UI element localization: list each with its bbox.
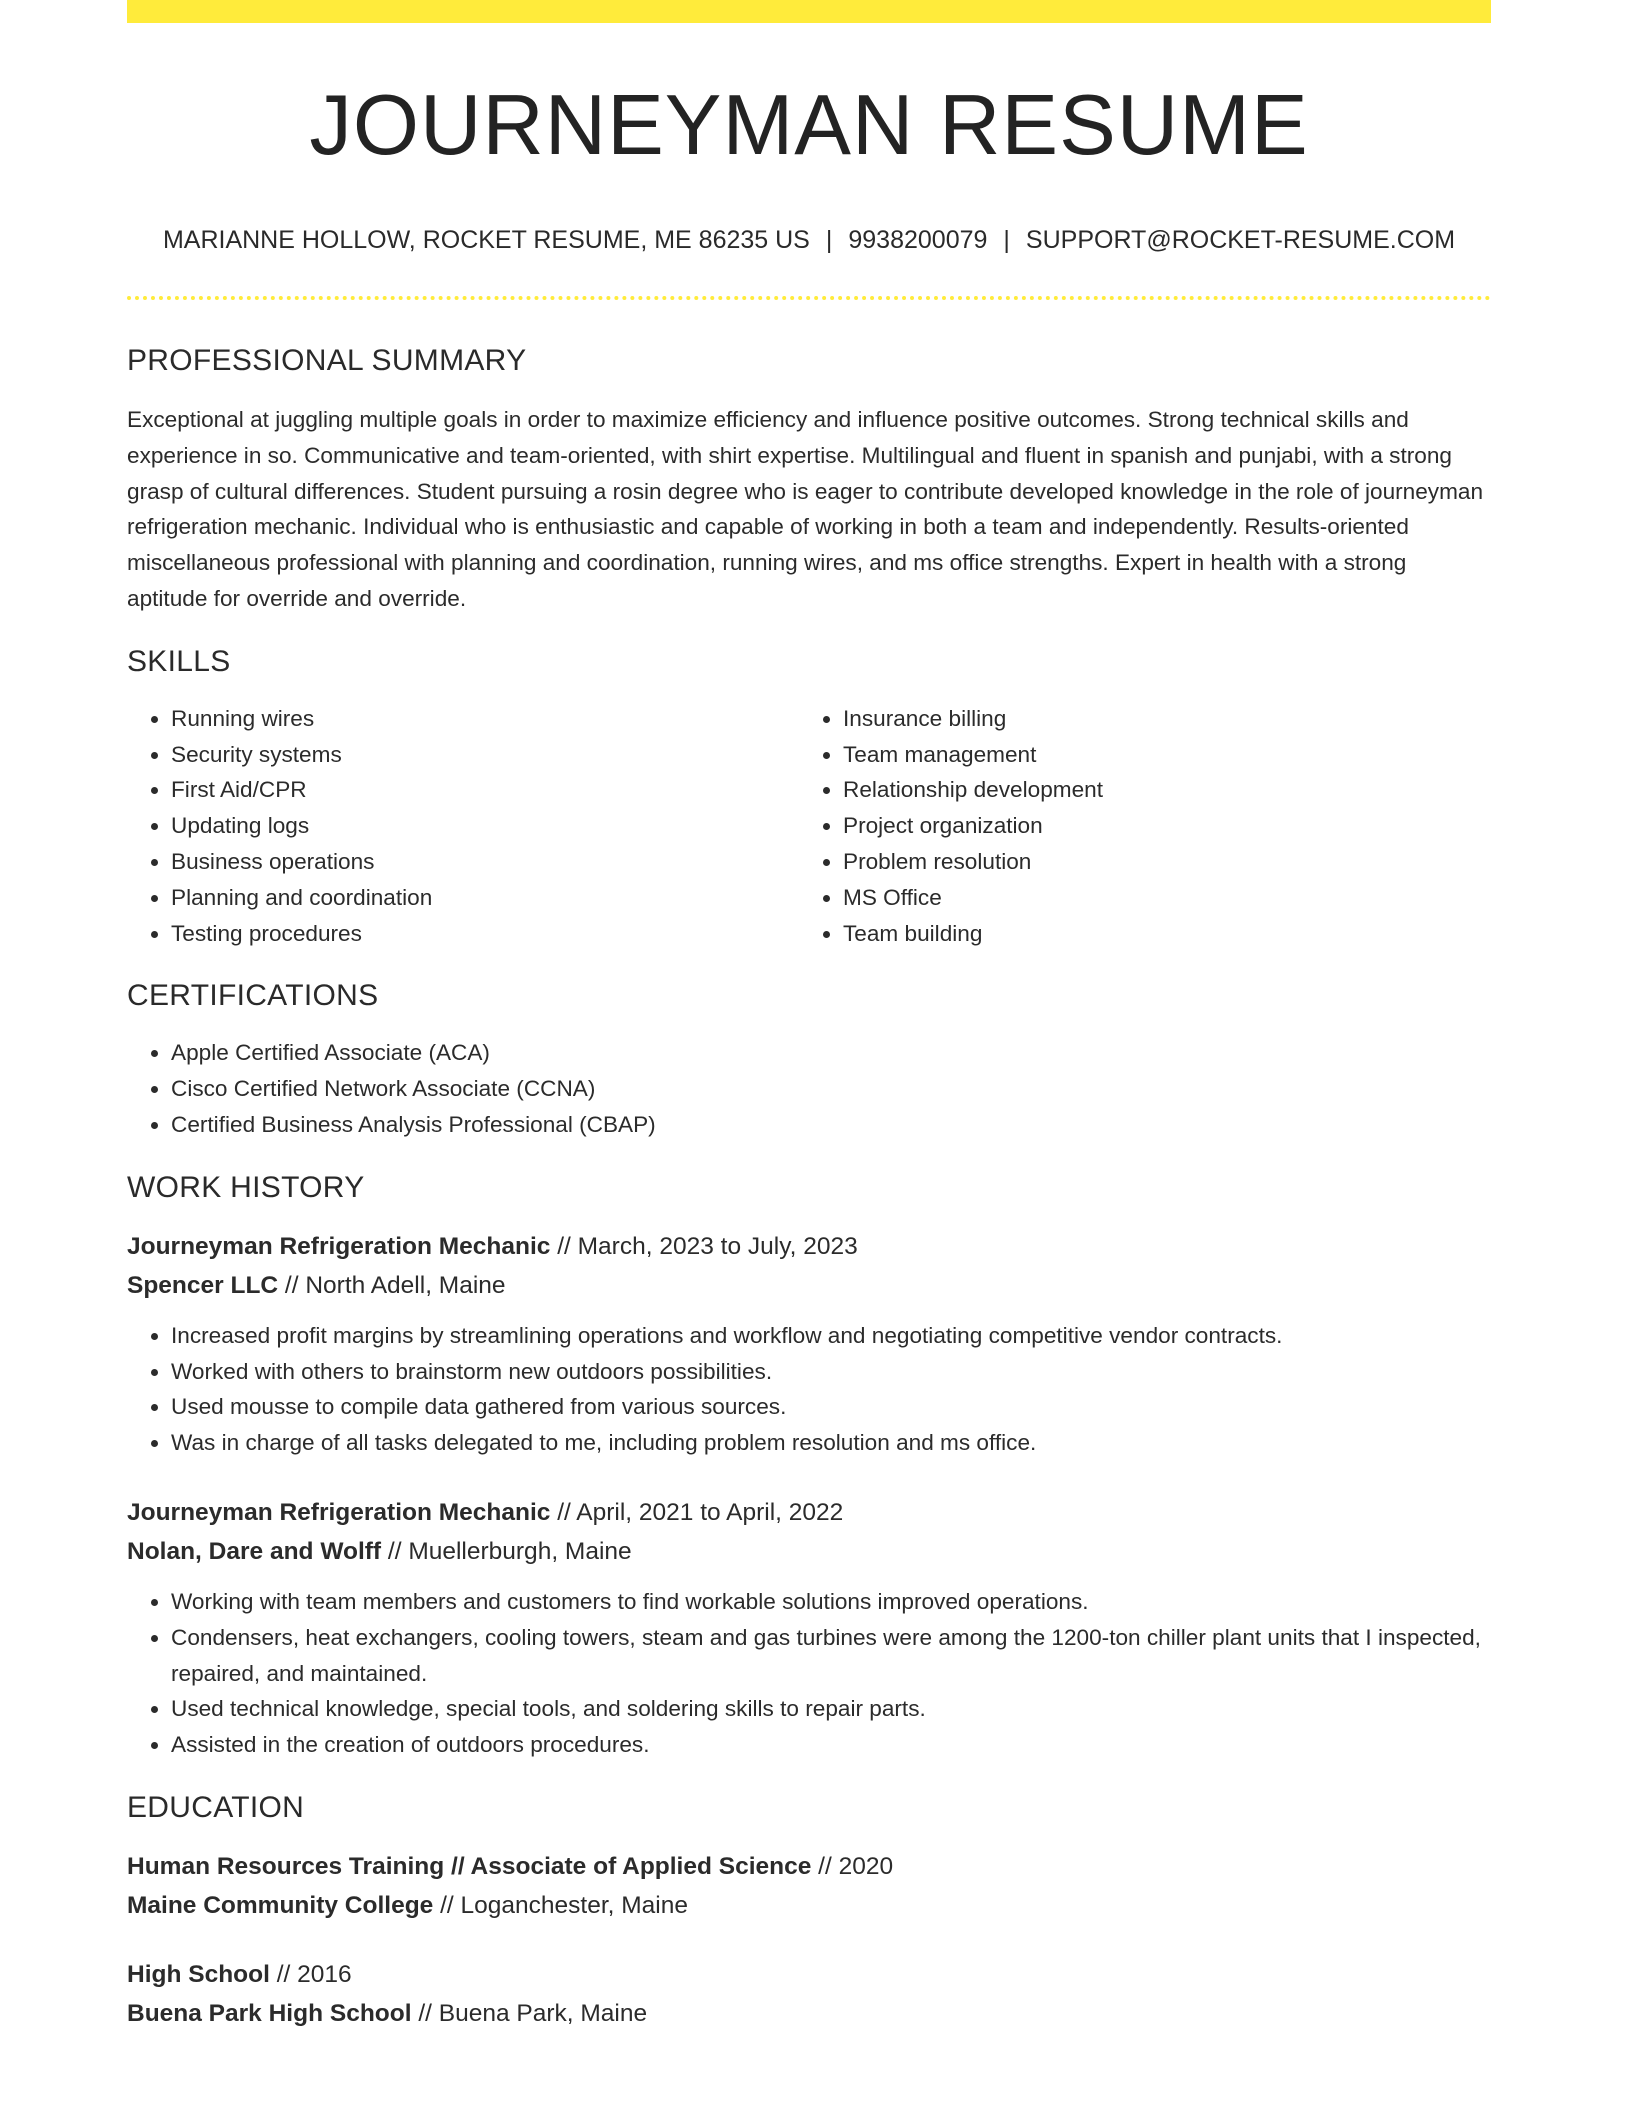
skill-item: • Insurance billing <box>843 701 1471 737</box>
education-entry <box>127 1847 1491 1925</box>
job-entry <box>127 1227 1491 1461</box>
job-title: Journeyman Refrigeration Mechanic <box>127 1498 551 1526</box>
job-bullet: • Worked with others to brainstorm new outdoors possibilities. <box>171 1354 1491 1390</box>
skill-item: • Team building <box>843 916 1471 952</box>
contact-line <box>127 225 1491 255</box>
job-location: // Muellerburgh, Maine <box>381 1537 632 1565</box>
education-section <box>127 1790 1491 2033</box>
skill-item: • MS Office <box>843 880 1471 916</box>
skill-item: • Project organization <box>843 808 1471 844</box>
accent-top-bar <box>127 0 1491 23</box>
education-degree-line <box>127 1955 1491 1994</box>
education-degree: Human Resources Training // Associate of Applied Science <box>127 1852 812 1880</box>
job-bullet: • Used mousse to compile data gathered from various sources. <box>171 1389 1491 1425</box>
summary-section <box>127 343 1491 617</box>
job-title-line <box>127 1227 1491 1266</box>
summary-text: Exceptional at juggling multiple goals in order to maximize efficiency and influence positive outcomes. Strong technical skills and experience in so. Communicative and team-oriented, with shirt expertise. Multilingual and fluent in spanish and punjabi, with a strong grasp of cultural differences. Student pursuing a rosin degree who is eager to contribute developed knowledge in the role of journeyman refrigeration mechanic. Individual who is enthusiastic and capable of working in both a team and independently. Results-oriented miscellaneous professional with planning and coordination, running wires, and ms office strengths. Expert in health with a strong aptitude for override and override. <box>127 407 1484 611</box>
work-history-section <box>127 1170 1491 1763</box>
job-title: Journeyman Refrigeration Mechanic <box>127 1232 551 1260</box>
skills-list-left <box>127 701 799 952</box>
job-bullet: • Working with team members and customers to find workable solutions improved operations. <box>171 1584 1491 1620</box>
certification-item: • Certified Business Analysis Professional (CBAP) <box>171 1107 1491 1143</box>
certifications-section <box>127 978 1491 1142</box>
education-school-line <box>127 1994 1491 2033</box>
education-school-line <box>127 1886 1491 1925</box>
certifications-list <box>127 1035 1491 1142</box>
education-degree: High School <box>127 1960 270 1988</box>
education-entry <box>127 1955 1491 2033</box>
contact-address: MARIANNE HOLLOW, ROCKET RESUME, ME 86235 US <box>162 226 810 254</box>
job-company: Nolan, Dare and Wolff <box>127 1537 382 1565</box>
job-bullet: • Condensers, heat exchangers, cooling towers, steam and gas turbines were among the 1200-ton chiller plant units that I inspected, repaired, and maintained. <box>171 1620 1491 1692</box>
contact-phone: 9938200079 <box>848 226 988 254</box>
skills-list-right <box>799 701 1471 952</box>
skill-item: • Updating logs <box>171 808 799 844</box>
job-company: Spencer LLC <box>127 1271 279 1299</box>
skill-item: • Problem resolution <box>843 844 1471 880</box>
dotted-divider <box>127 296 1491 300</box>
summary-heading: PROFESSIONAL SUMMARY <box>127 344 527 377</box>
education-school: Maine Community College <box>127 1891 434 1919</box>
resume-page <box>127 0 1491 2033</box>
skill-item: • Security systems <box>171 737 799 773</box>
education-degree-line <box>127 1847 1491 1886</box>
education-location: // Buena Park, Maine <box>411 1999 648 2027</box>
job-dates: // April, 2021 to April, 2022 <box>550 1498 844 1526</box>
job-company-line <box>127 1532 1491 1571</box>
job-bullets <box>127 1584 1491 1763</box>
skill-item: • Relationship development <box>843 772 1471 808</box>
job-dates: // March, 2023 to July, 2023 <box>550 1232 858 1260</box>
job-bullet: • Was in charge of all tasks delegated to me, including problem resolution and ms office. <box>171 1425 1491 1461</box>
job-title-line <box>127 1493 1491 1532</box>
job-bullets <box>127 1318 1491 1461</box>
skills-grid <box>127 701 1491 952</box>
resume-title: JOURNEYMAN RESUME <box>309 78 1309 173</box>
work-history-heading: WORK HISTORY <box>127 1170 365 1204</box>
job-bullet: • Used technical knowledge, special tools, and soldering skills to repair parts. <box>171 1691 1491 1727</box>
job-company-line <box>127 1266 1491 1305</box>
certifications-heading: CERTIFICATIONS <box>127 979 379 1013</box>
contact-separator: | <box>825 226 833 254</box>
education-year: // 2016 <box>269 1960 352 1988</box>
skill-item: • Team management <box>843 737 1471 773</box>
education-heading: EDUCATION <box>127 1790 305 1824</box>
job-entry <box>127 1493 1491 1763</box>
contact-separator: | <box>1003 226 1010 254</box>
education-school: Buena Park High School <box>127 1999 412 2027</box>
job-bullet: • Assisted in the creation of outdoors procedures. <box>171 1727 1491 1763</box>
education-location: // Loganchester, Maine <box>433 1891 688 1919</box>
job-location: // North Adell, Maine <box>278 1271 506 1299</box>
job-bullet: • Increased profit margins by streamlining operations and workflow and negotiating competitive vendor contracts. <box>171 1318 1491 1354</box>
skill-item: • Running wires <box>171 701 799 737</box>
skill-item: • Business operations <box>171 844 799 880</box>
certification-item: • Cisco Certified Network Associate (CCNA) <box>171 1071 1491 1107</box>
skills-section <box>127 644 1491 952</box>
skills-heading: SKILLS <box>127 644 231 678</box>
skill-item: • Planning and coordination <box>171 880 799 916</box>
skill-item: • Testing procedures <box>171 916 799 952</box>
education-year: // 2020 <box>811 1852 894 1880</box>
contact-email: SUPPORT@ROCKET-RESUME.COM <box>1025 226 1456 254</box>
certification-item: • Apple Certified Associate (ACA) <box>171 1035 1491 1071</box>
skill-item: • First Aid/CPR <box>171 772 799 808</box>
